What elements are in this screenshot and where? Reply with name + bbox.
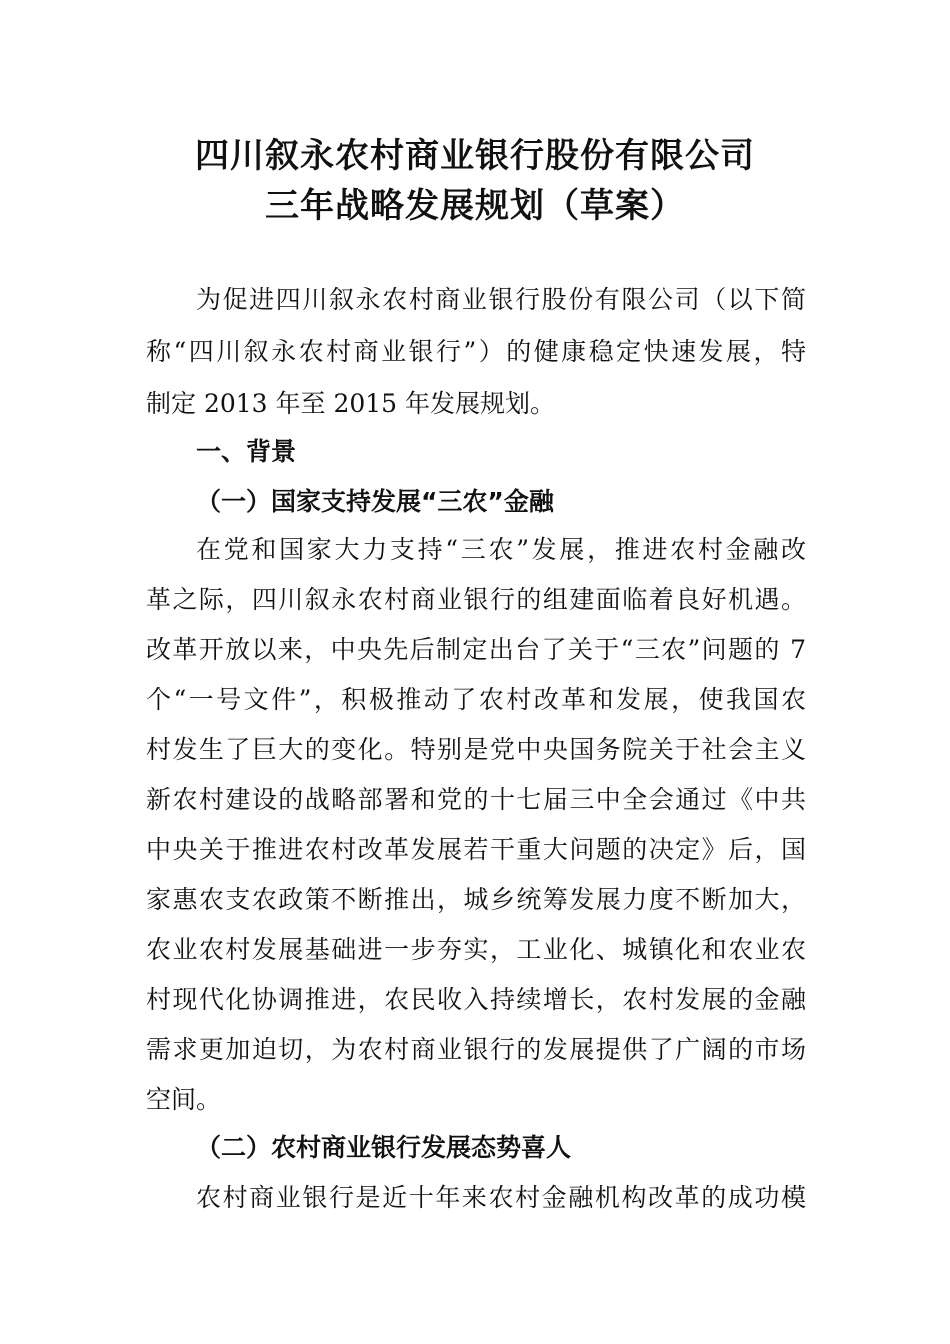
paragraph-line: 革之际，四川叙永农村商业银行的组建面临着良好机遇。 <box>146 585 806 614</box>
paragraph-line: 中央关于推进农村改革发展若干重大问题的决定》后，国 <box>146 835 806 864</box>
paragraph-line: 农业农村发展基础进一步夯实，工业化、城镇化和农业农 <box>146 935 806 964</box>
paragraph-line: 村发生了巨大的变化。特别是党中央国务院关于社会主义 <box>146 735 806 764</box>
paragraph-line: 村现代化协调推进，农民收入持续增长，农村发展的金融 <box>146 985 806 1014</box>
document-title-line-1: 四川叙永农村商业银行股份有限公司 <box>195 136 755 176</box>
paragraph-line: 农村商业银行是近十年来农村金融机构改革的成功模 <box>196 1183 806 1212</box>
paragraph-line: 空间。 <box>146 1085 222 1114</box>
paragraph-line: 个“一号文件”，积极推动了农村改革和发展，使我国农 <box>146 685 806 714</box>
paragraph-line: 新农村建设的战略部署和党的十七届三中全会通过《中共 <box>146 785 806 814</box>
intro-line-3: 制定 2013 年至 2015 年发展规划。 <box>146 389 556 418</box>
intro-line-1: 为促进四川叙永农村商业银行股份有限公司（以下简 <box>196 285 806 314</box>
paragraph-line: 需求更加迫切，为农村商业银行的发展提供了广阔的市场 <box>146 1035 806 1064</box>
subsection-heading-1: （一）国家支持发展“三农”金融 <box>196 487 554 516</box>
section-heading-background: 一、背景 <box>196 437 297 466</box>
subsection-heading-2: （二）农村商业银行发展态势喜人 <box>196 1133 572 1162</box>
paragraph-line: 家惠农支农政策不断推出，城乡统筹发展力度不断加大， <box>146 885 806 914</box>
document-title-line-2: 三年战略发展规划（草案） <box>265 186 685 226</box>
paragraph-line: 改革开放以来，中央先后制定出台了关于“三农”问题的 7 <box>146 635 806 664</box>
paragraph-line: 在党和国家大力支持“三农”发展，推进农村金融改 <box>196 535 806 564</box>
intro-line-2: 称“四川叙永农村商业银行”）的健康稳定快速发展，特 <box>146 337 806 366</box>
